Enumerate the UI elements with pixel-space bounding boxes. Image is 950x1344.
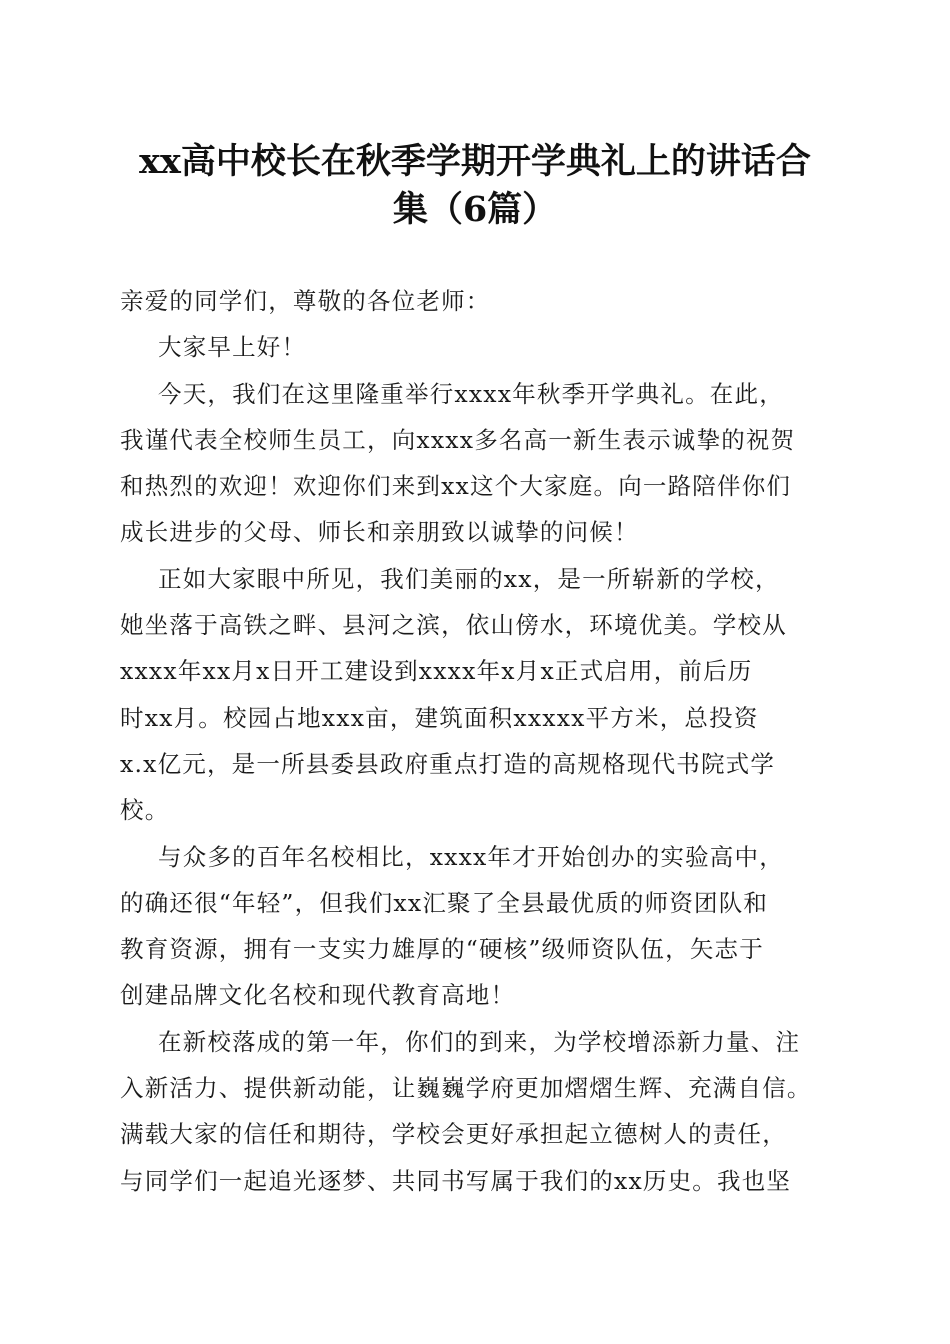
- paragraph-line: 时xx月。校园占地xxx亩，建筑面积xxxxx平方米，总投资: [120, 703, 759, 732]
- paragraph-line: 的确还很“年轻”，但我们xx汇聚了全县最优质的师资团队和: [120, 888, 769, 917]
- title-line-1: xx高中校长在秋季学期开学典礼上的讲话合: [139, 141, 811, 182]
- paragraph-line: 在新校落成的第一年，你们的到来，为学校增添新力量、注: [158, 1027, 801, 1056]
- paragraph-line: 校。: [120, 796, 170, 825]
- paragraph-line: 成长进步的父母、师长和亲朋致以诚挚的问候！: [120, 518, 639, 547]
- paragraph-line: 教育资源，拥有一支实力雄厚的“硬核”级师资队伍，矢志于: [120, 935, 764, 964]
- paragraph-line: 与同学们一起追光逐梦、共同书写属于我们的xx历史。我也坚: [120, 1166, 792, 1195]
- paragraph-line: 满载大家的信任和期待，学校会更好承担起立德树人的责任，: [120, 1120, 787, 1149]
- salutation-line: 亲爱的同学们，尊敬的各位老师：: [120, 287, 491, 315]
- paragraph-line: 我谨代表全校师生员工，向xxxx多名高一新生表示诚挚的祝贺: [120, 425, 796, 454]
- paragraph-line: 今天，我们在这里隆重举行xxxx年秋季开学典礼。在此，: [158, 379, 784, 408]
- document-body: [120, 278, 840, 1204]
- paragraph-line: 入新活力、提供新动能，让巍巍学府更加熠熠生辉、充满自信。: [120, 1074, 812, 1103]
- paragraph-line: 她坐落于高铁之畔、县河之滨，依山傍水，环境优美。学校从: [120, 611, 787, 640]
- greeting-line: 大家早上好！: [158, 333, 307, 362]
- paragraph-line: 和热烈的欢迎！欢迎你们来到xx这个大家庭。向一路陪伴你们: [120, 472, 792, 501]
- paragraph-line: 正如大家眼中所见，我们美丽的xx，是一所崭新的学校，: [158, 564, 780, 593]
- paragraph-line: 创建品牌文化名校和现代教育高地！: [120, 981, 516, 1010]
- paragraph-line: xxxx年xx月x日开工建设到xxxx年x月x正式启用，前后历: [120, 657, 753, 686]
- paragraph-line: 与众多的百年名校相比，xxxx年才开始创办的实验高中，: [158, 842, 784, 871]
- document-title: [120, 138, 830, 234]
- paragraph-line: x.x亿元，是一所县委县政府重点打造的高规格现代书院式学: [120, 749, 776, 778]
- title-line-2: 集（6篇）: [392, 189, 558, 230]
